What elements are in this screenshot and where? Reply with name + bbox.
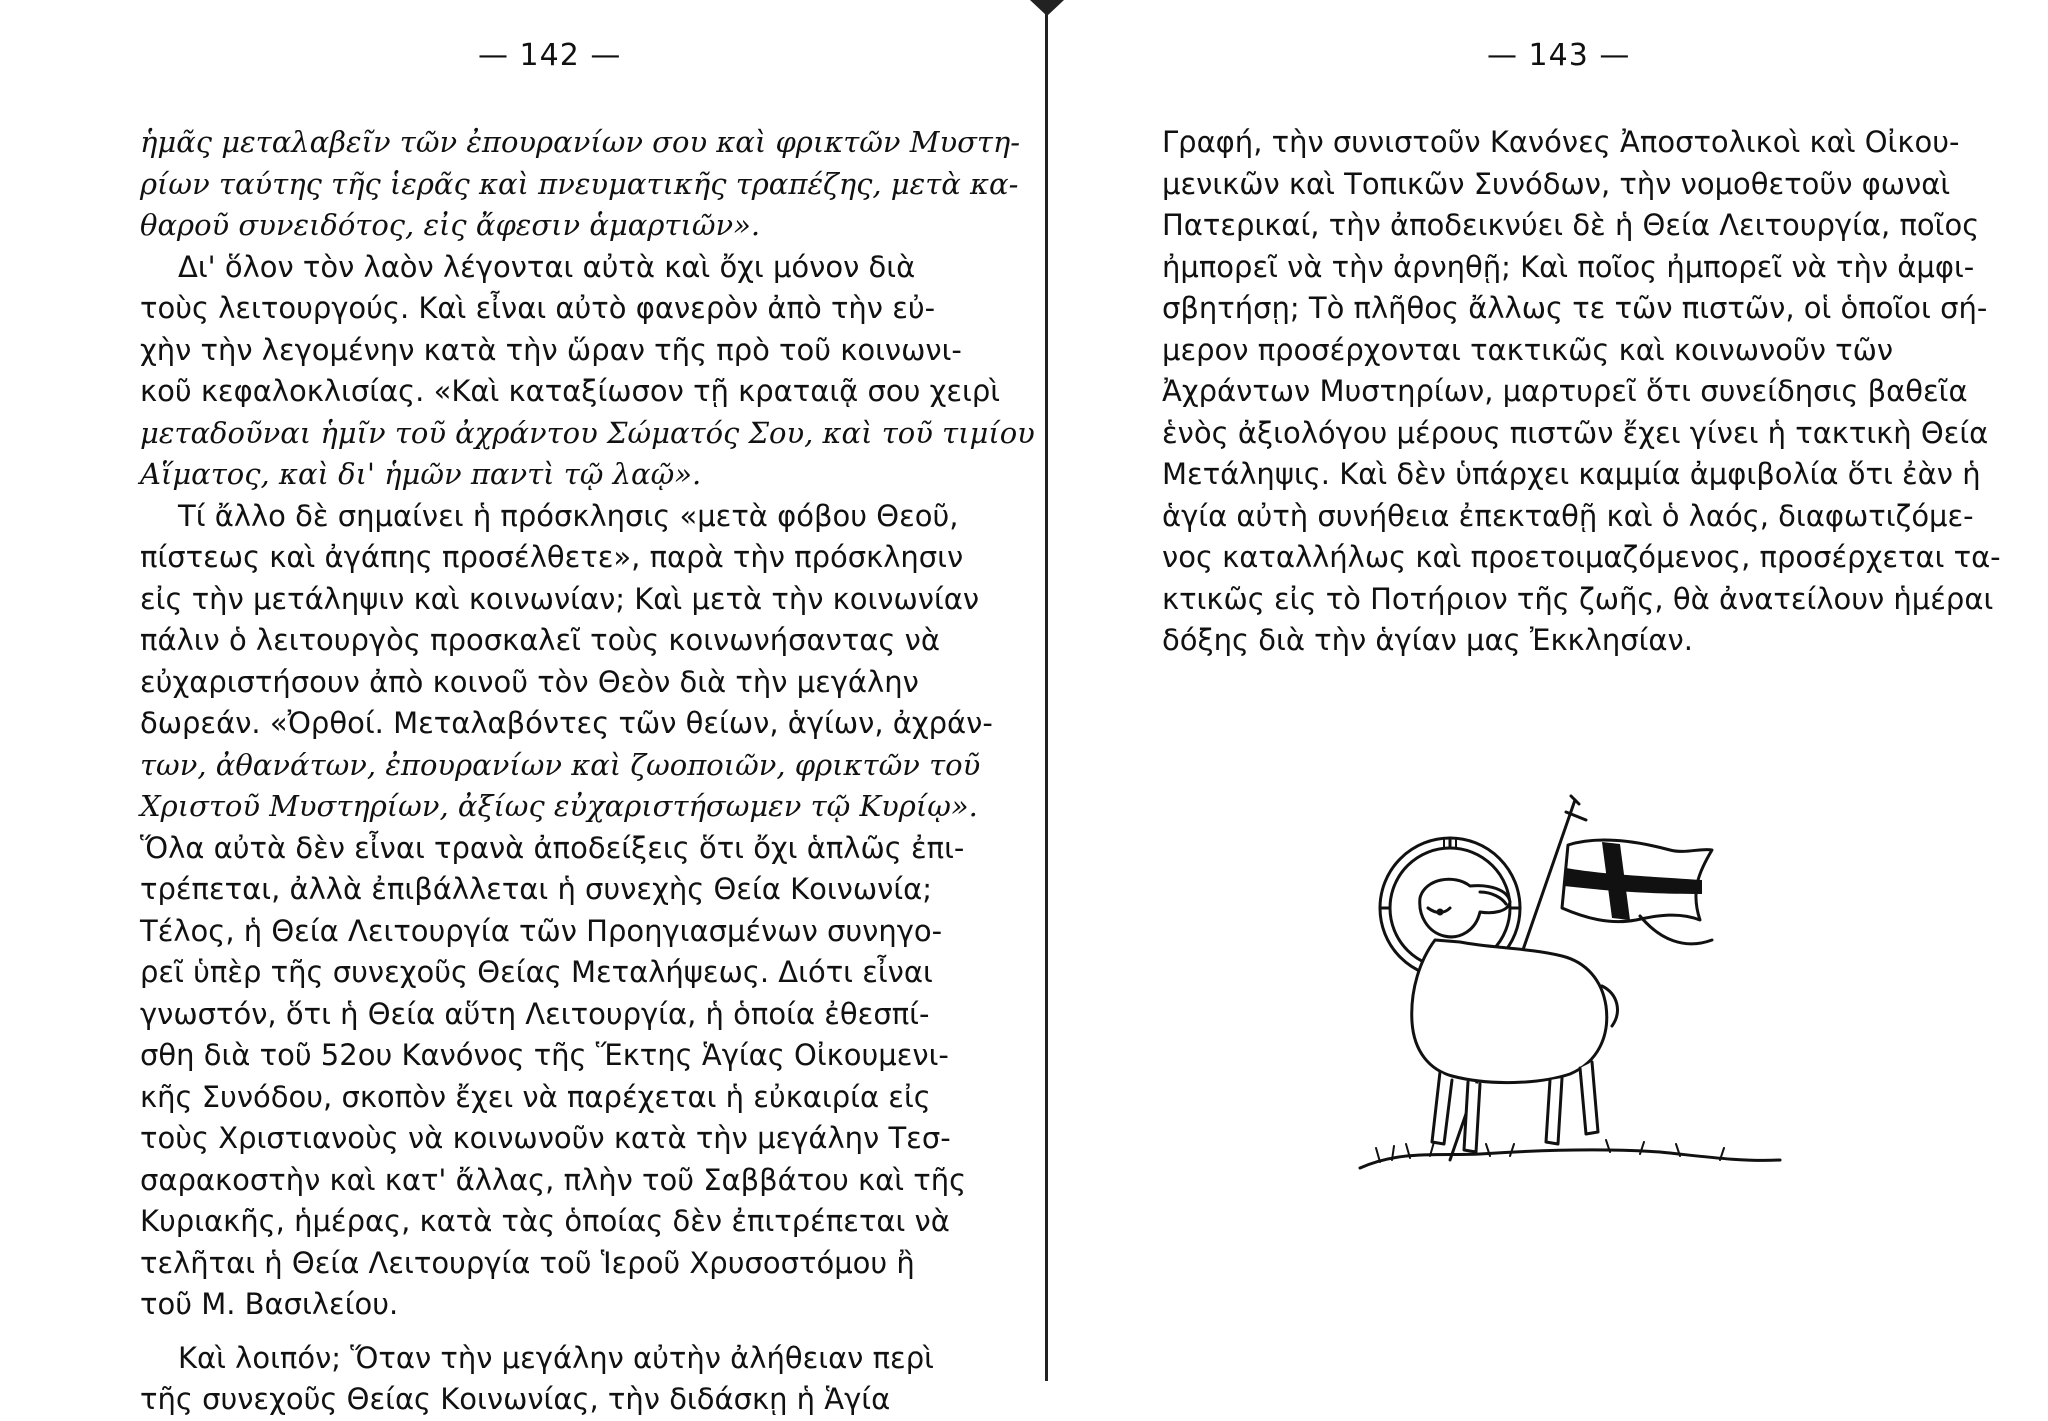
- page-number-right: — 143 —: [1487, 38, 1631, 73]
- text-line: σθη διὰ τοῦ 52ου Κανόνος τῆς Ἕκτης Ἁγίας Οἰκουμενι-: [140, 1038, 949, 1072]
- text-line: ἠμπορεῖ νὰ τὴν ἀρνηθῇ; Καὶ ποῖος ἠμπορεῖ νὰ τὴν ἀμφι-: [1162, 249, 1975, 284]
- text-line: τρέπεται, ἀλλὰ ἐπιβάλλεται ἡ συνεχὴς Θεία Κοινωνία;: [140, 872, 933, 906]
- text-line: Ὅλα αὐτὰ δὲν εἶναι τρανὰ ἀποδείξεις ὅτι ὄχι ἁπλῶς ἐπι-: [140, 830, 965, 865]
- text-line: τελῆται ἡ Θεία Λειτουργία τοῦ Ἱεροῦ Χρυσοστόμου ἢ: [140, 1245, 915, 1280]
- text-line: τοῦ Μ. Βασιλείου.: [140, 1287, 399, 1321]
- text-line: Τί ἄλλο δὲ σημαίνει ἡ πρόσκλησις «μετὰ φόβου Θεοῦ,: [178, 498, 959, 533]
- text-line: θαροῦ συνειδότος, εἰς ἄφεσιν ἁμαρτιῶν».: [140, 208, 761, 242]
- text-line: κτικῶς εἰς τὸ Ποτήριον τῆς ζωῆς, θὰ ἀνατείλουν ἡμέραι: [1162, 581, 1994, 616]
- text-line: τοὺς Χριστιανοὺς νὰ κοινωνοῦν κατὰ τὴν μεγάλην Τεσ-: [140, 1121, 951, 1155]
- text-line: Καὶ λοιπόν; Ὅταν τὴν μεγάλην αὐτὴν ἀλήθειαν περὶ: [178, 1340, 934, 1375]
- text-line: πάλιν ὁ λειτουργὸς προσκαλεῖ τοὺς κοινωνήσαντας νὰ: [140, 623, 940, 657]
- text-line: Δι' ὅλον τὸν λαὸν λέγονται αὐτὰ καὶ ὄχι μόνον διὰ: [178, 249, 916, 284]
- text-line: τῆς συνεχοῦς Θείας Κοινωνίας, τὴν διδάσκῃ ἡ Ἁγία: [140, 1382, 891, 1416]
- text-line: χὴν τὴν λεγομένην κατὰ τὴν ὥραν τῆς πρὸ τοῦ κοινωνι-: [140, 332, 962, 367]
- text-line: ρίων ταύτης τῆς ἱερᾶς καὶ πνευματικῆς τραπέζης, μετὰ κα-: [140, 166, 1019, 201]
- book-gutter: [1045, 0, 1048, 1381]
- lamb-of-god-with-banner-icon: [1340, 790, 1790, 1190]
- text-line: νος καταλλήλως καὶ προετοιμαζόμενος, προσέρχεται τα-: [1162, 540, 2001, 574]
- text-line: πίστεως καὶ ἀγάπης προσέλθετε», παρὰ τὴν πρόσκλησιν: [140, 540, 964, 574]
- text-line: δωρεάν. «Ὀρθοί. Μεταλαβόντες τῶν θείων, ἁγίων, ἀχράν-: [140, 706, 993, 740]
- text-line: Χριστοῦ Μυστηρίων, ἀξίως εὐχαριστήσωμεν τῷ Κυρίῳ».: [140, 789, 978, 823]
- text-line: Τέλος, ἡ Θεία Λειτουργία τῶν Προηγιασμένων συνηγο-: [140, 913, 943, 948]
- text-line: Ἀχράντων Μυστηρίων, μαρτυρεῖ ὅτι συνείδησις βαθεῖα: [1162, 374, 1968, 408]
- page-number-left: — 142 —: [478, 38, 622, 73]
- text-line: Αἵματος, καὶ δι' ἡμῶν παντὶ τῷ λαῷ».: [140, 457, 702, 491]
- text-line: γνωστόν, ὅτι ἡ Θεία αὕτη Λειτουργία, ἡ ὁποία ἐθεσπί-: [140, 996, 930, 1031]
- text-line: των, ἀθανάτων, ἐπουρανίων καὶ ζωοποιῶν, φρικτῶν τοῦ: [140, 747, 981, 782]
- text-line: μενικῶν καὶ Τοπικῶν Συνόδων, τὴν νομοθετοῦν φωναὶ: [1162, 166, 1951, 201]
- text-line: ἁγία αὐτὴ συνήθεια ἐπεκταθῇ καὶ ὁ λαός, διαφωτιζόμε-: [1162, 498, 1974, 533]
- text-line: εἰς τὴν μετάληψιν καὶ κοινωνίαν; Καὶ μετὰ τὴν κοινωνίαν: [140, 581, 980, 616]
- text-line: τοὺς λειτουργούς. Καὶ εἶναι αὐτὸ φανερὸν ἀπὸ τὴν εὐ-: [140, 291, 936, 325]
- text-line: δόξης διὰ τὴν ἁγίαν μας Ἐκκλησίαν.: [1162, 623, 1693, 657]
- text-line: Μετάληψις. Καὶ δὲν ὑπάρχει καμμία ἀμφιβολία ὅτι ἐὰν ἡ: [1162, 457, 1981, 491]
- right-page-text: [1162, 122, 2002, 662]
- text-line: κοῦ κεφαλοκλισίας. «Καὶ καταξίωσον τῇ κραταιᾷ σου χειρὶ: [140, 374, 1001, 408]
- text-line: μερον προσέρχονται τακτικῶς καὶ κοινωνοῦν τῶν: [1162, 332, 1894, 367]
- text-line: εὐχαριστήσουν ἀπὸ κοινοῦ τὸν Θεὸν διὰ τὴν μεγάλην: [140, 664, 919, 699]
- text-line: Κυριακῆς, ἡμέρας, κατὰ τὰς ὁποίας δὲν ἐπιτρέπεται νὰ: [140, 1204, 950, 1238]
- text-line: Πατερικαί, τὴν ἀποδεικνύει δὲ ἡ Θεία Λειτουργία, ποῖος: [1162, 208, 1980, 242]
- text-line: ἡμᾶς μεταλαβεῖν τῶν ἐπουρανίων σου καὶ φρικτῶν Μυστη-: [140, 125, 1021, 159]
- text-line: σαρακοστὴν καὶ κατ' ἄλλας, πλὴν τοῦ Σαββάτου καὶ τῆς: [140, 1162, 967, 1197]
- right-page: [1050, 0, 2048, 1381]
- text-line: κῆς Συνόδου, σκοπὸν ἔχει νὰ παρέχεται ἡ εὐκαιρία εἰς: [140, 1079, 931, 1114]
- text-line: μεταδοῦναι ἡμῖν τοῦ ἀχράντου Σώματός Σου, καὶ τοῦ τιμίου: [140, 415, 1035, 450]
- text-line: Γραφή, τὴν συνιστοῦν Κανόνες Ἀποστολικοὶ καὶ Οἰκου-: [1162, 125, 1960, 159]
- text-line: ἑνὸς ἀξιολόγου μέρους πιστῶν ἔχει γίνει ἡ τακτικὴ Θεία: [1162, 415, 1989, 450]
- left-page-text: [140, 122, 1035, 1421]
- text-line: ρεῖ ὑπὲρ τῆς συνεχοῦς Θείας Μεταλήψεως. Διότι εἶναι: [140, 955, 933, 989]
- text-line: σβητήσῃ; Τὸ πλῆθος ἄλλως τε τῶν πιστῶν, οἱ ὁποῖοι σή-: [1162, 291, 1988, 325]
